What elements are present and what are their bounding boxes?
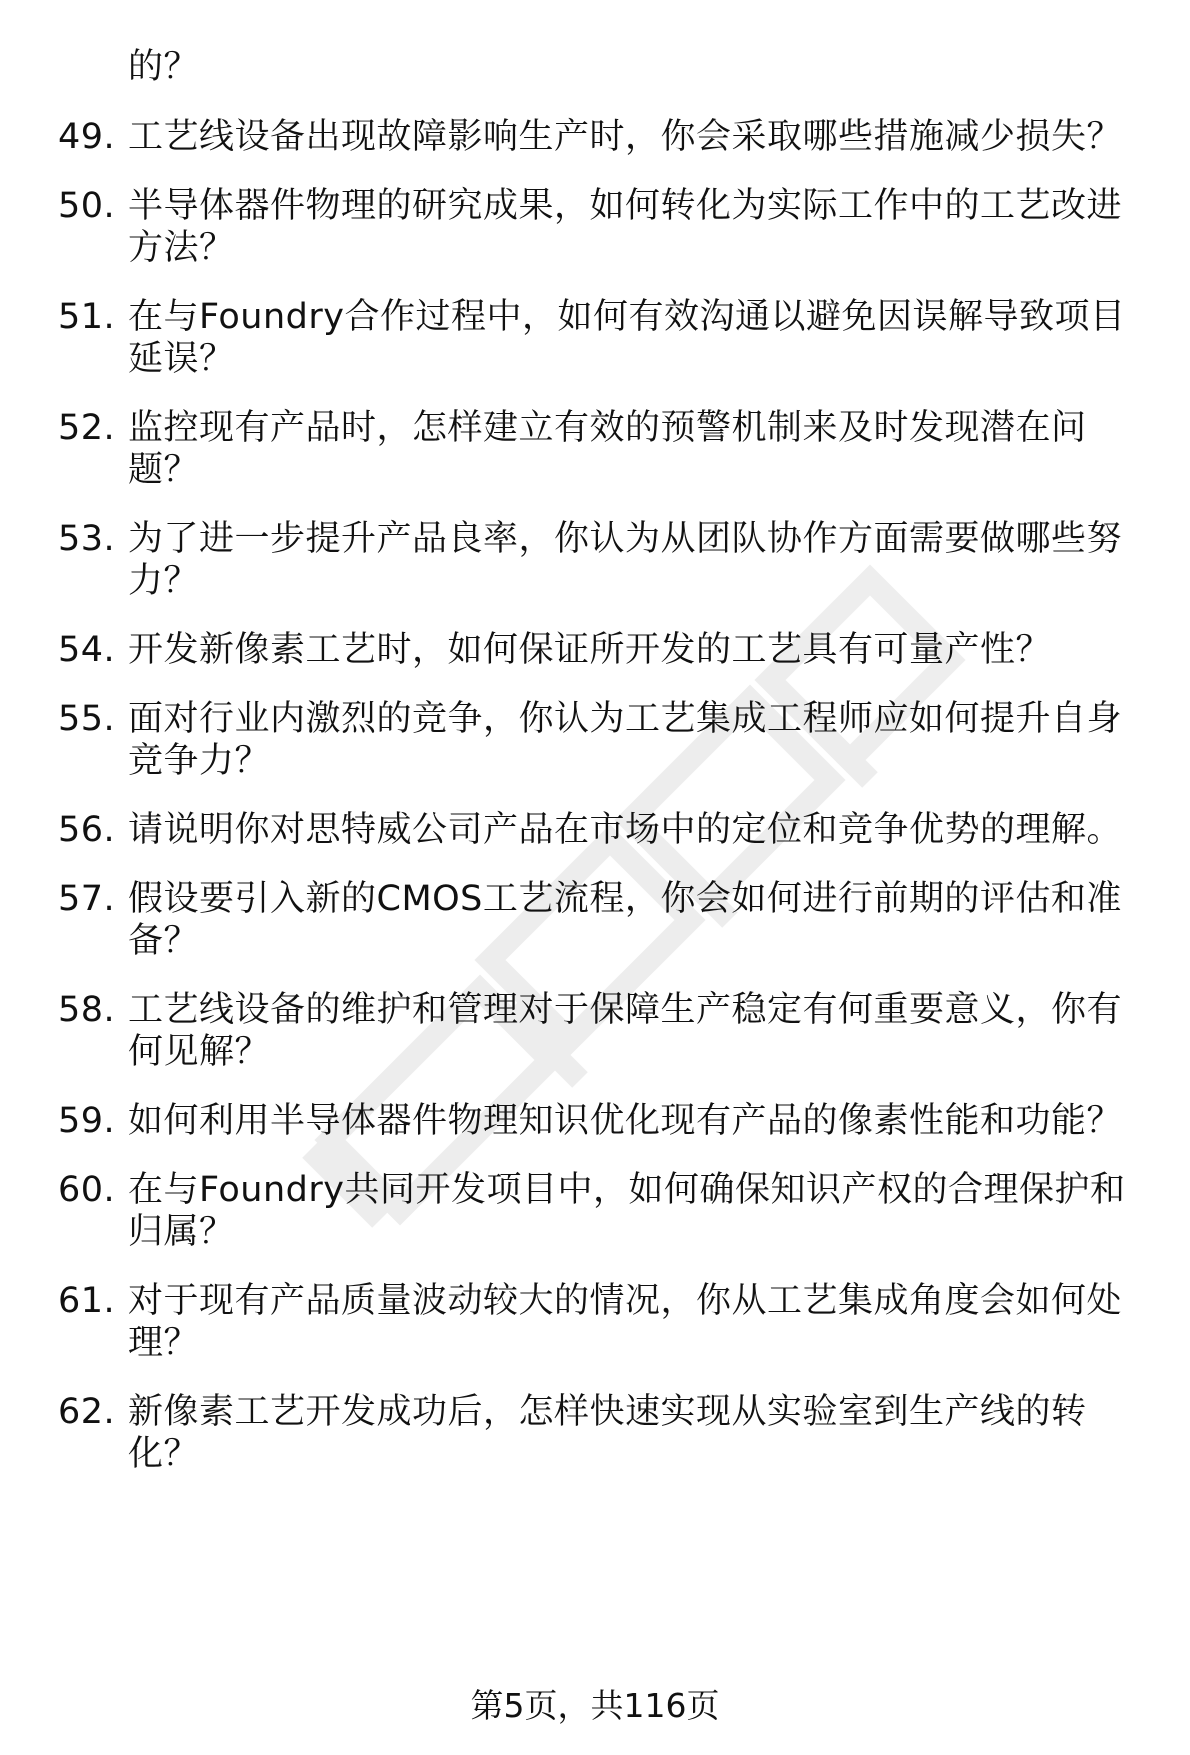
question-text-line: 力？ [128, 561, 200, 601]
question-number: 54. [58, 630, 116, 670]
question-text-line: 对于现有产品质量波动较大的情况，你从工艺集成角度会如何处 [128, 1281, 1123, 1321]
question-text-line: 假设要引入新的CMOS工艺流程，你会如何进行前期的评估和准 [128, 879, 1122, 919]
question-text-line: 半导体器件物理的研究成果，如何转化为实际工作中的工艺改进 [128, 186, 1123, 226]
question-text-line: 如何利用半导体器件物理知识优化现有产品的像素性能和功能？ [128, 1101, 1123, 1141]
question-text-line: 工艺线设备出现故障影响生产时，你会采取哪些措施减少损失？ [128, 117, 1123, 157]
question-text-line: 开发新像素工艺时，如何保证所开发的工艺具有可量产性？ [128, 630, 1052, 670]
question-number: 58. [58, 990, 116, 1030]
question-number: 49. [58, 117, 116, 157]
question-text-line: 理？ [128, 1323, 200, 1363]
question-number: 55. [58, 699, 116, 739]
question-text-line: 为了进一步提升产品良率，你认为从团队协作方面需要做哪些努 [128, 519, 1123, 559]
question-text-line: 题？ [128, 450, 200, 490]
question-number: 59. [58, 1101, 116, 1141]
question-number: 60. [58, 1170, 116, 1210]
question-text-line: 何见解？ [128, 1032, 271, 1072]
question-number: 61. [58, 1281, 116, 1321]
page-footer: 第5页，共116页 [470, 1686, 720, 1725]
question-text-line: 竞争力？ [128, 741, 271, 781]
question-number: 56. [58, 810, 116, 850]
question-number: 50. [58, 186, 116, 226]
question-text-line: 监控现有产品时，怎样建立有效的预警机制来及时发现潜在问 [128, 408, 1087, 448]
question-number: 52. [58, 408, 116, 448]
question-text-line: 延误？ [128, 339, 235, 379]
question-number: 51. [58, 297, 116, 337]
question-text-line: 归属？ [128, 1212, 235, 1252]
question-text-line: 备？ [128, 921, 200, 961]
question-text-line: 新像素工艺开发成功后，怎样快速实现从实验室到生产线的转 [128, 1392, 1087, 1432]
question-text-line: 面对行业内激烈的竞争，你认为工艺集成工程师应如何提升自身 [128, 699, 1123, 739]
question-number: 62. [58, 1392, 116, 1432]
question-text-line: 方法？ [128, 228, 235, 268]
question-text-line: 在与Foundry共同开发项目中，如何确保知识产权的合理保护和 [128, 1170, 1126, 1210]
question-number: 53. [58, 519, 116, 559]
question-text-line: 请说明你对思特威公司产品在市场中的定位和竞争优势的理解。 [128, 810, 1123, 850]
question-text-line: 在与Foundry合作过程中，如何有效沟通以避免因误解导致项目 [128, 297, 1126, 337]
question-text-line: 化？ [128, 1434, 200, 1474]
question-number: 57. [58, 879, 116, 919]
question-text-line: 工艺线设备的维护和管理对于保障生产稳定有何重要意义，你有 [128, 990, 1123, 1030]
question-text-line: 的？ [128, 47, 200, 87]
